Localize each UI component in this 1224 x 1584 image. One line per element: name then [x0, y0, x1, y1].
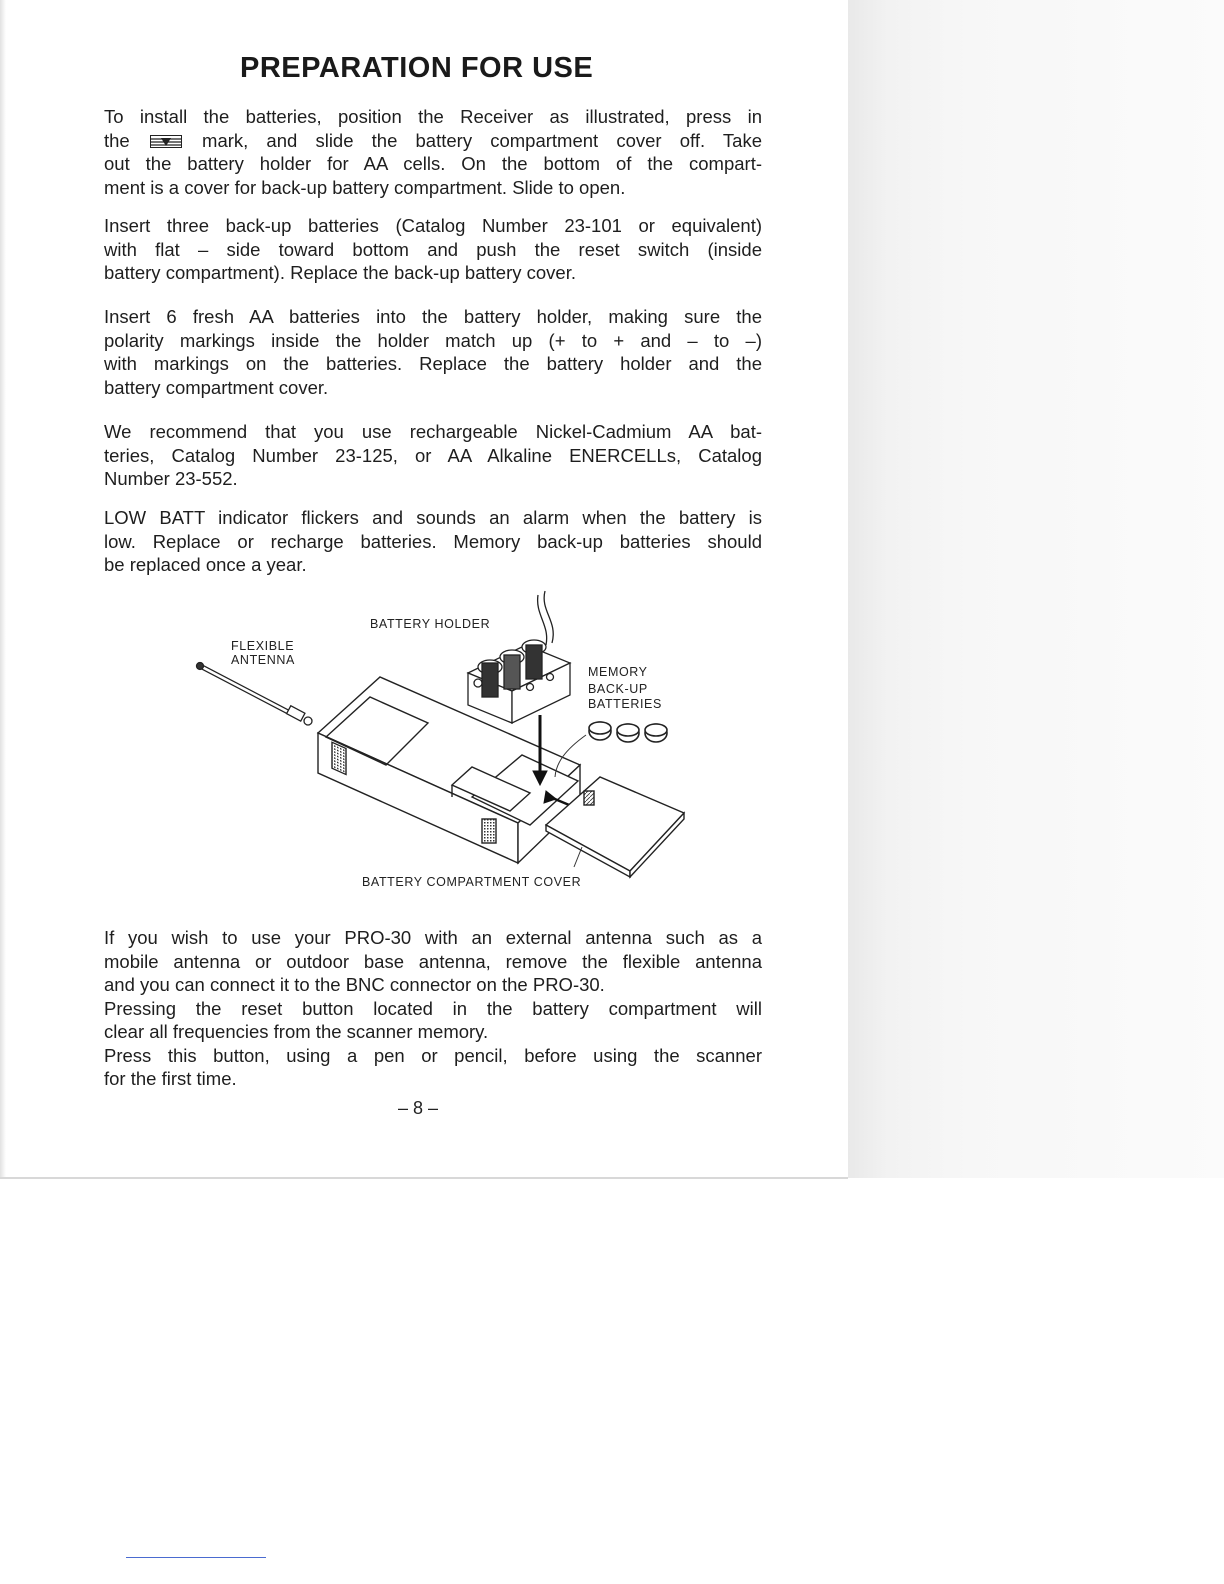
paragraph-aa-batteries	[104, 305, 762, 399]
text-line: and you can connect it to the BNC connector on the PRO-30.	[104, 974, 605, 995]
flexible-label: FLEXIBLE	[231, 639, 295, 653]
antenna-label: ANTENNA	[231, 653, 295, 667]
receiver-illustration	[190, 585, 710, 897]
flexible-antenna	[197, 663, 313, 726]
page-left-edge	[0, 0, 6, 1178]
paragraph-low-batt	[104, 506, 762, 577]
paragraph-backup-batteries	[104, 214, 762, 285]
text-line: battery compartment cover.	[104, 376, 329, 398]
text-line: Number 23-552.	[104, 468, 238, 489]
text-line: be replaced once a year.	[104, 554, 307, 575]
scan-artifact-line	[126, 1557, 266, 1558]
backup-batteries	[589, 722, 667, 742]
text-line: LOW BATT indicator flickers and sounds an alarm when the battery is	[104, 507, 762, 528]
compartment-cover-label: BATTERY COMPARTMENT COVER	[362, 875, 582, 889]
text-line: Insert 6 fresh AA batteries into the battery holder, making sure the	[104, 306, 762, 327]
text-line: Pressing the reset button located in the battery compartment will	[104, 997, 762, 1019]
battery-holder	[468, 591, 570, 723]
scan-gutter	[848, 0, 1224, 1178]
text-line: We recommend that you use rechargeable Nickel-Cadmium AA bat-	[104, 421, 762, 442]
text-line: with markings on the batteries. Replace the battery holder and the	[104, 353, 762, 374]
text-line: for the first time.	[104, 1068, 237, 1089]
slide-mark-icon	[150, 135, 182, 148]
text-line: Press this button, using a pen or pencil, before using the scanner	[104, 1044, 762, 1066]
text-line: To install the batteries, position the Receiver as illustrated, press in	[104, 106, 762, 127]
paragraph-external-antenna	[104, 926, 762, 1091]
memory-label: MEMORY	[588, 665, 648, 679]
battery-holder-label: BATTERY HOLDER	[370, 617, 491, 631]
battery-installation-figure	[190, 585, 710, 897]
text-line: mobile antenna or outdoor base antenna, remove the flexible antenna	[104, 950, 762, 972]
batteries-label: BATTERIES	[588, 697, 662, 711]
text-line: Insert three back-up batteries (Catalog Number 23-101 or equivalent)	[104, 215, 762, 236]
page-title: PREPARATION FOR USE	[240, 52, 594, 84]
text-line: low. Replace or recharge batteries. Memory back-up batteries should	[104, 530, 762, 552]
text-line: ment is a cover for back-up battery compartment. Slide to open.	[104, 176, 626, 198]
backup-label: BACK-UP	[588, 682, 648, 696]
text-line: clear all frequencies from the scanner memory.	[104, 1021, 489, 1042]
text-line: battery compartment). Replace the back-up battery cover.	[104, 262, 576, 283]
text-line: the mark, and slide the battery compartment cover off. Take	[104, 129, 763, 151]
text-line: polarity markings inside the holder match up (+ to + and – to –)	[104, 329, 762, 351]
text-line: with flat – side toward bottom and push the reset switch (inside	[104, 238, 762, 260]
paragraph-recommendation	[104, 420, 762, 491]
paragraph-install	[104, 105, 762, 199]
page-bottom-edge	[0, 1177, 848, 1179]
text-line: out the battery holder for AA cells. On the bottom of the compart-	[104, 153, 762, 174]
text-line: If you wish to use your PRO-30 with an external antenna such as a	[104, 927, 762, 948]
text-line: teries, Catalog Number 23-125, or AA Alkaline ENERCELLs, Catalog	[104, 444, 762, 466]
page-number: – 8 –	[398, 1098, 439, 1118]
